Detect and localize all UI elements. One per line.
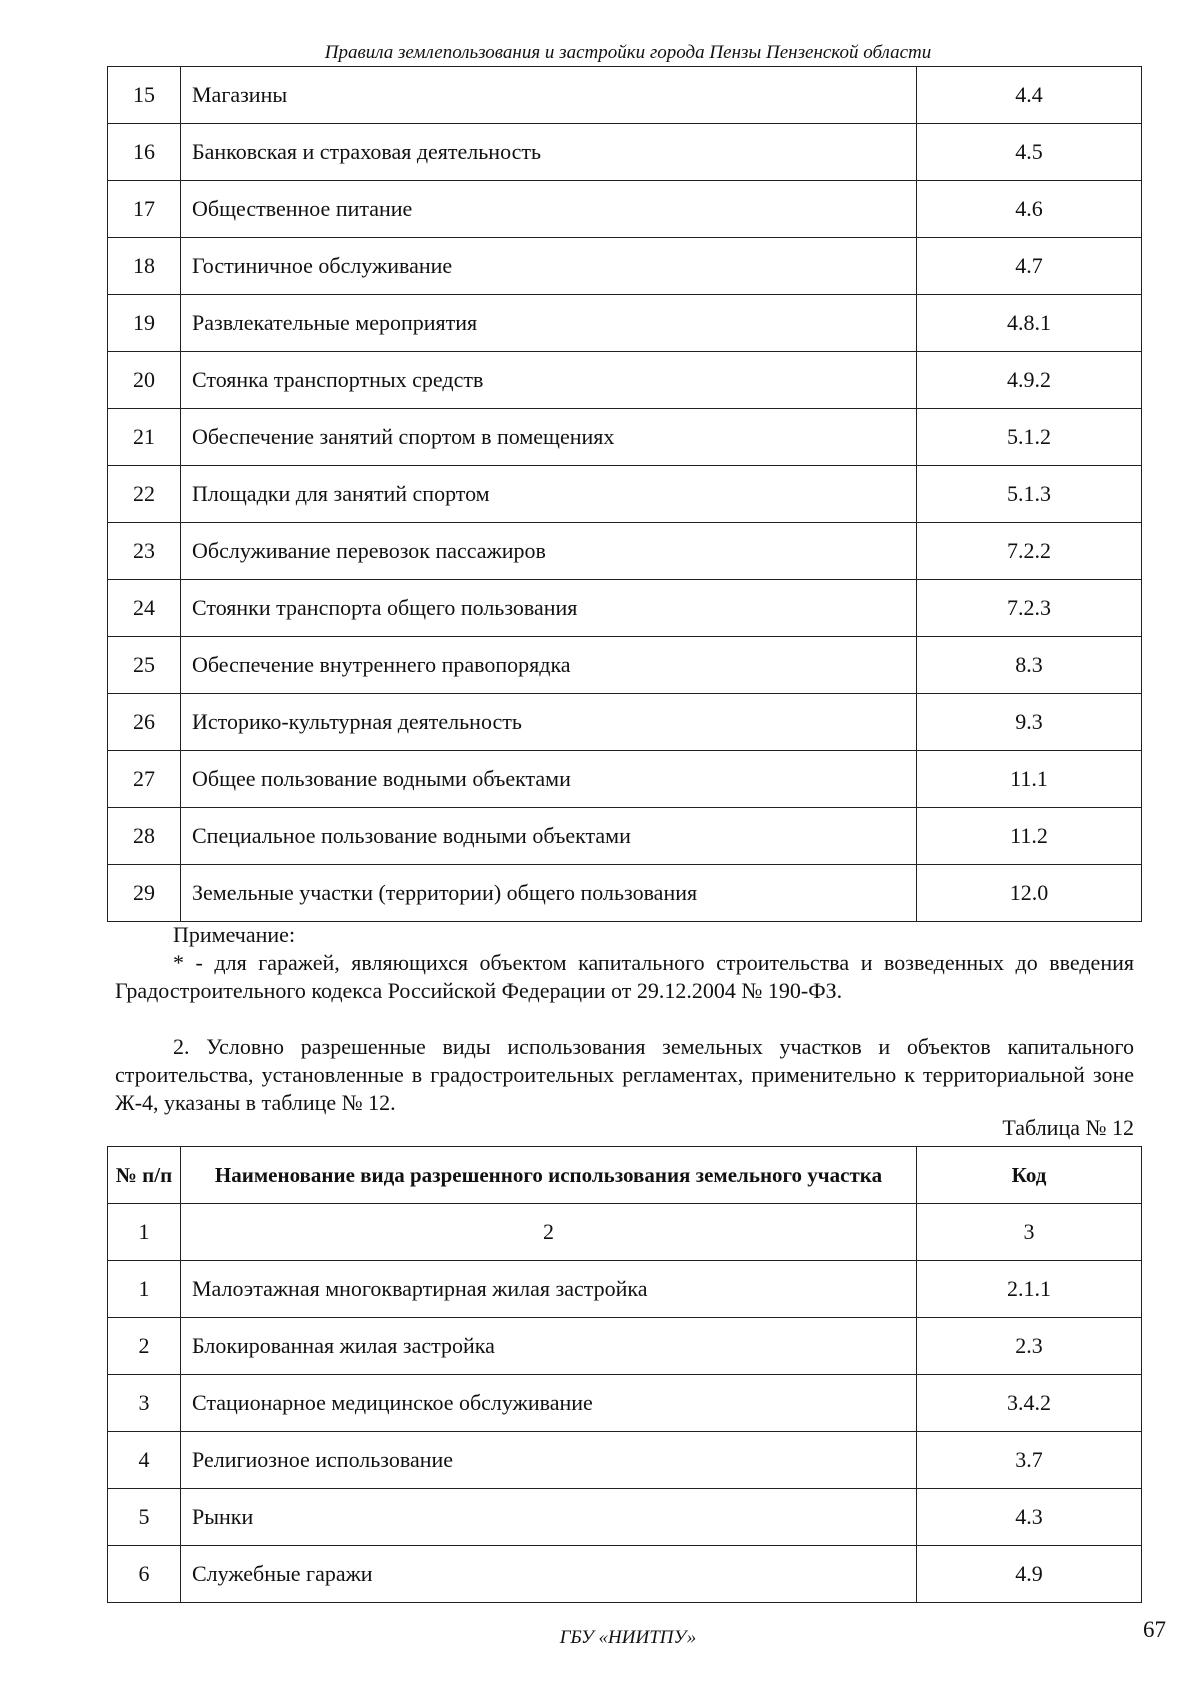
row-number: 26 bbox=[108, 694, 181, 751]
use-name: Развлекательные мероприятия bbox=[181, 295, 917, 352]
table-row bbox=[108, 1432, 1142, 1489]
use-name: Общественное питание bbox=[181, 181, 917, 238]
index-code: 3 bbox=[917, 1204, 1142, 1261]
table-row bbox=[108, 1375, 1142, 1432]
use-name: Историко-культурная деятельность bbox=[181, 694, 917, 751]
use-code: 8.3 bbox=[917, 637, 1142, 694]
use-name: Площадки для занятий спортом bbox=[181, 466, 917, 523]
header-code: Код bbox=[917, 1147, 1142, 1204]
use-code: 4.3 bbox=[917, 1489, 1142, 1546]
footer-org: ГБУ «НИИТПУ» bbox=[559, 1627, 697, 1648]
page-number: 67 bbox=[1143, 1617, 1166, 1642]
row-number: 3 bbox=[108, 1375, 181, 1432]
use-name: Общее пользование водными объектами bbox=[181, 751, 917, 808]
use-code: 4.7 bbox=[917, 238, 1142, 295]
note-text: * - для гаражей, являющихся объектом капитального строительства и возведенных до введения Градостроительного кодекса Российской Федерации от 29.12.2004 № 190-ФЗ. bbox=[115, 950, 1134, 1003]
use-name: Специальное пользование водными объектами bbox=[181, 808, 917, 865]
table-row bbox=[108, 808, 1142, 865]
table-header-row bbox=[108, 1147, 1142, 1204]
use-code: 11.1 bbox=[917, 751, 1142, 808]
permitted-uses-table bbox=[107, 66, 1142, 922]
table-row bbox=[108, 751, 1142, 808]
table-body bbox=[108, 1261, 1142, 1603]
use-code: 4.4 bbox=[917, 67, 1142, 124]
row-number: 27 bbox=[108, 751, 181, 808]
use-name: Земельные участки (территории) общего пользования bbox=[181, 865, 917, 922]
use-code: 2.3 bbox=[917, 1318, 1142, 1375]
paragraph-2: 2. Условно разрешенные виды использования земельных участков и объектов капитального строительства, установленные в градостроительных регламентах, применительно к территориальной зоне Ж-4, указаны в таблице № 12. bbox=[115, 1034, 1134, 1115]
use-code: 4.9.2 bbox=[917, 352, 1142, 409]
table-row bbox=[108, 865, 1142, 922]
row-number: 15 bbox=[108, 67, 181, 124]
use-name: Служебные гаражи bbox=[181, 1546, 917, 1603]
use-code: 5.1.2 bbox=[917, 409, 1142, 466]
page-header: Правила землепользования и застройки города Пензы Пензенской области bbox=[324, 42, 932, 63]
use-code: 11.2 bbox=[917, 808, 1142, 865]
use-code: 7.2.3 bbox=[917, 580, 1142, 637]
table-row bbox=[108, 523, 1142, 580]
table-row bbox=[108, 295, 1142, 352]
row-number: 1 bbox=[108, 1261, 181, 1318]
row-number: 17 bbox=[108, 181, 181, 238]
table-row bbox=[108, 1261, 1142, 1318]
column-index-row bbox=[108, 1204, 1142, 1261]
use-name: Блокированная жилая застройка bbox=[181, 1318, 917, 1375]
row-number: 16 bbox=[108, 124, 181, 181]
table-row bbox=[108, 124, 1142, 181]
table-row bbox=[108, 466, 1142, 523]
use-code: 3.4.2 bbox=[917, 1375, 1142, 1432]
use-code: 5.1.3 bbox=[917, 466, 1142, 523]
row-number: 2 bbox=[108, 1318, 181, 1375]
table-row bbox=[108, 580, 1142, 637]
row-number: 19 bbox=[108, 295, 181, 352]
note-label: Примечание: bbox=[173, 922, 296, 947]
row-number: 25 bbox=[108, 637, 181, 694]
row-number: 18 bbox=[108, 238, 181, 295]
table-row bbox=[108, 1318, 1142, 1375]
use-code: 3.7 bbox=[917, 1432, 1142, 1489]
index-name: 2 bbox=[181, 1204, 917, 1261]
row-number: 28 bbox=[108, 808, 181, 865]
row-number: 22 bbox=[108, 466, 181, 523]
use-name: Рынки bbox=[181, 1489, 917, 1546]
table-row bbox=[108, 409, 1142, 466]
conditional-uses-table bbox=[107, 1146, 1142, 1603]
row-number: 5 bbox=[108, 1489, 181, 1546]
header-num: № п/п bbox=[108, 1147, 181, 1204]
table-row bbox=[108, 1546, 1142, 1603]
use-code: 4.9 bbox=[917, 1546, 1142, 1603]
header-name: Наименование вида разрешенного использования земельного участка bbox=[181, 1147, 917, 1204]
table-row bbox=[108, 1489, 1142, 1546]
table-row bbox=[108, 181, 1142, 238]
use-code: 12.0 bbox=[917, 865, 1142, 922]
row-number: 24 bbox=[108, 580, 181, 637]
table-row bbox=[108, 637, 1142, 694]
table-row bbox=[108, 238, 1142, 295]
use-name: Обеспечение занятий спортом в помещениях bbox=[181, 409, 917, 466]
use-name: Стоянки транспорта общего пользования bbox=[181, 580, 917, 637]
use-name: Банковская и страховая деятельность bbox=[181, 124, 917, 181]
table-row bbox=[108, 352, 1142, 409]
use-code: 4.5 bbox=[917, 124, 1142, 181]
row-number: 21 bbox=[108, 409, 181, 466]
table-row bbox=[108, 694, 1142, 751]
row-number: 20 bbox=[108, 352, 181, 409]
row-number: 29 bbox=[108, 865, 181, 922]
use-code: 2.1.1 bbox=[917, 1261, 1142, 1318]
index-num: 1 bbox=[108, 1204, 181, 1261]
use-name: Религиозное использование bbox=[181, 1432, 917, 1489]
use-code: 7.2.2 bbox=[917, 523, 1142, 580]
table-body bbox=[108, 67, 1142, 922]
use-code: 4.6 bbox=[917, 181, 1142, 238]
use-name: Обеспечение внутреннего правопорядка bbox=[181, 637, 917, 694]
use-code: 4.8.1 bbox=[917, 295, 1142, 352]
use-name: Обслуживание перевозок пассажиров bbox=[181, 523, 917, 580]
table-title: Таблица № 12 bbox=[1002, 1115, 1134, 1140]
table-row bbox=[108, 67, 1142, 124]
use-code: 9.3 bbox=[917, 694, 1142, 751]
use-name: Стационарное медицинское обслуживание bbox=[181, 1375, 917, 1432]
row-number: 6 bbox=[108, 1546, 181, 1603]
use-name: Стоянка транспортных средств bbox=[181, 352, 917, 409]
row-number: 23 bbox=[108, 523, 181, 580]
row-number: 4 bbox=[108, 1432, 181, 1489]
use-name: Гостиничное обслуживание bbox=[181, 238, 917, 295]
use-name: Малоэтажная многоквартирная жилая застройка bbox=[181, 1261, 917, 1318]
use-name: Магазины bbox=[181, 67, 917, 124]
